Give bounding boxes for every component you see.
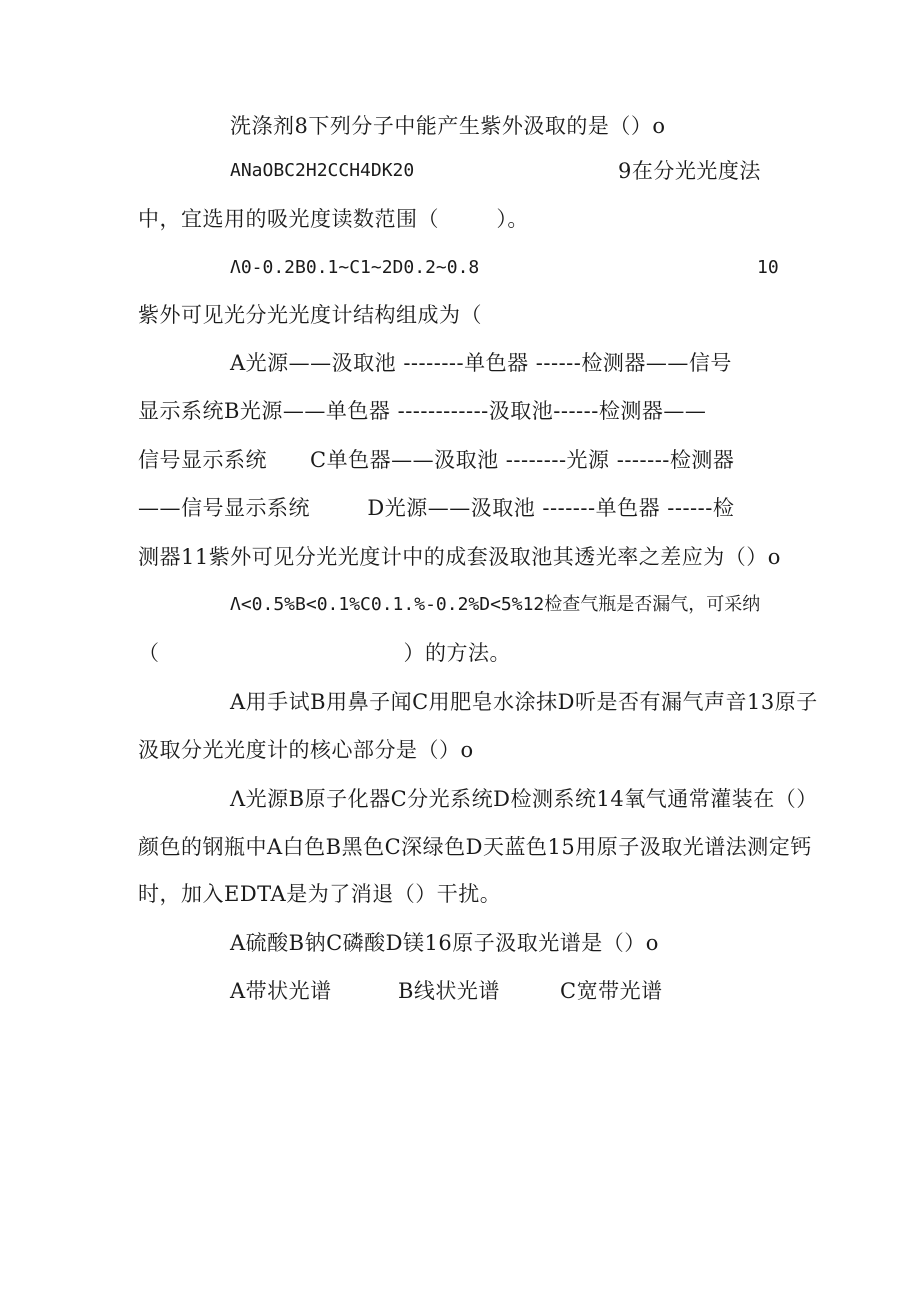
text-line-9: 显示系统B光源——单色器 ------------汲取池------检测器—— (138, 399, 707, 423)
text-line-12: 测器11紫外可见分光光度计中的成套汲取池其透光率之差应为（）o (138, 545, 781, 569)
text-line-22: B线状光谱 (398, 979, 500, 1003)
text-line-5: Λ0-0.2B0.1~C1~2D0.2~0.8 (230, 257, 480, 278)
text-line-1: 洗涤剂8下列分子中能产生紫外汲取的是（）o (230, 114, 666, 138)
text-line-11: ——信号显示系统 D光源——汲取池 -------单色器 ------检 (138, 496, 735, 520)
text-line-14: （ ）的方法。 (138, 641, 511, 665)
text-line-15: A用手试B用鼻子闻C用肥皂水涂抹D听是否有漏气声音13原子 (230, 690, 818, 714)
text-line-2: ANaOBC2H2CCH4DK20 (230, 160, 415, 181)
text-line-4: 中，宜选用的吸光度读数范围（ ）。 (138, 207, 529, 231)
text-line-17: Λ光源B原子化器C分光系统D检测系统14氧气通常灌装在（） (230, 787, 818, 811)
text-line-20: A硫酸B钠C磷酸D镁16原子汲取光谱是（）o (230, 931, 659, 955)
text-line-21: A带状光谱 (230, 979, 332, 1003)
text-line-8: A光源——汲取池 --------单色器 ------检测器——信号 (230, 351, 732, 375)
text-line-13: Λ<0.5%B<0.1%C0.1.%-0.2%D<5%12检查气瓶是否漏气，可采纳 (230, 594, 761, 615)
text-line-6: 10 (757, 257, 779, 278)
text-line-10: 信号显示系统 C单色器——汲取池 --------光源 -------检测器 (138, 448, 735, 472)
text-line-18: 颜色的钢瓶中A白色B黑色C深绿色D天蓝色15用原子汲取光谱法测定钙 (138, 835, 812, 859)
text-line-19: 时，加入EDTA是为了消退（）干扰。 (138, 882, 502, 906)
text-line-23: C宽带光谱 (560, 979, 663, 1003)
text-line-16: 汲取分光光度计的核心部分是（）o (138, 738, 474, 762)
text-line-7: 紫外可见光分光光度计结构组成为（ (138, 303, 482, 327)
text-line-3: 9在分光光度法 (618, 159, 761, 183)
